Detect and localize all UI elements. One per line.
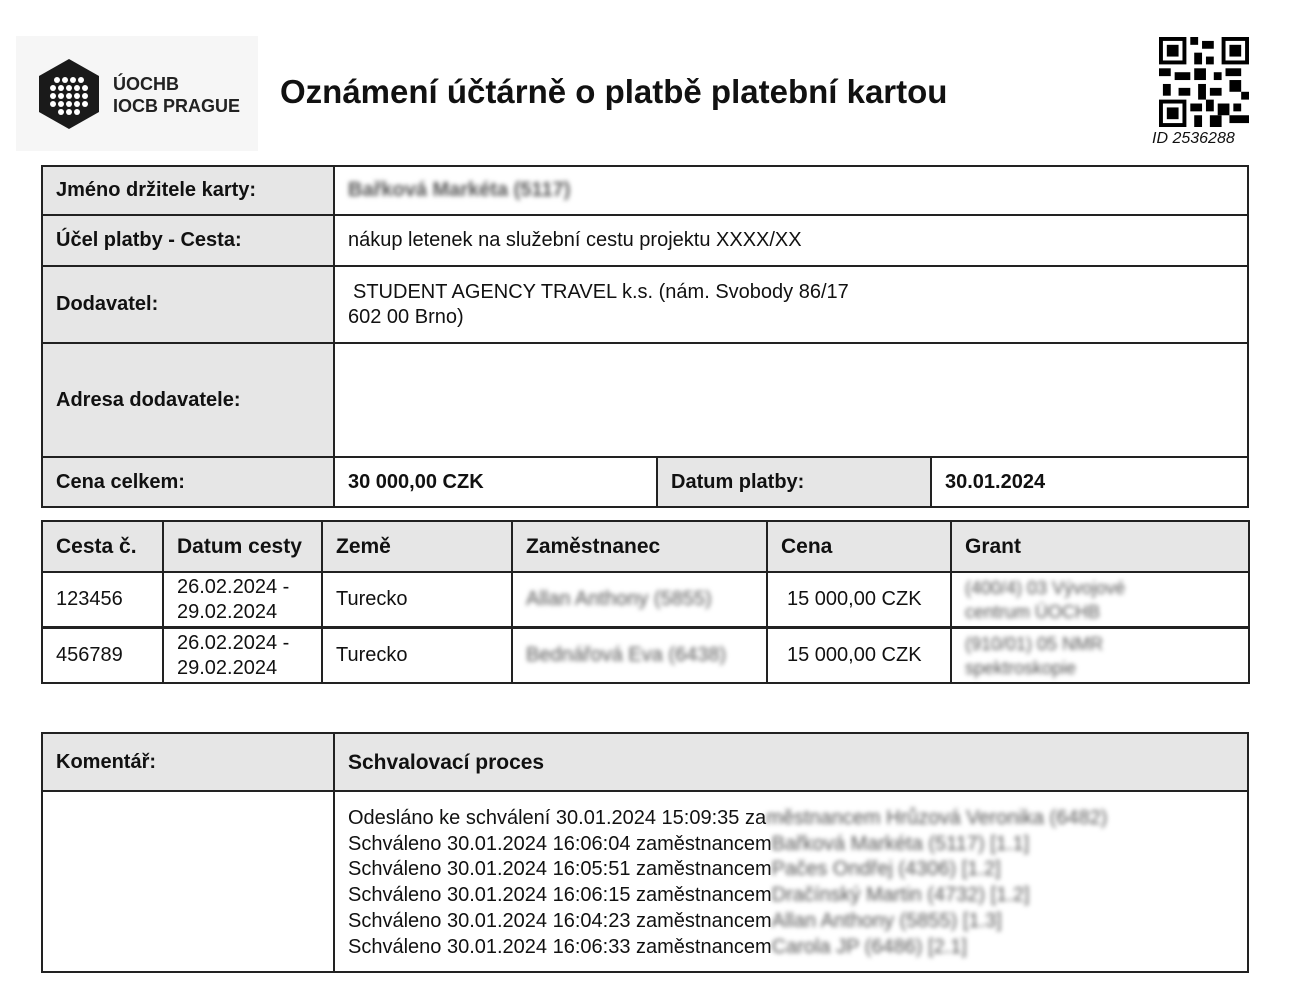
- trip-id: 123456: [56, 588, 123, 610]
- date-label: Datum platby:: [656, 456, 932, 508]
- total-label: Cena celkem:: [41, 456, 335, 508]
- trips-header-cell: [162, 520, 323, 573]
- purpose-value: nákup letenek na služební cestu projektu XXXX/XX: [333, 214, 1249, 267]
- trip-date: 26.02.2024 - 29.02.2024: [177, 631, 290, 679]
- table-row-cell: [766, 571, 952, 628]
- table-row-cell: [41, 571, 164, 628]
- table-row-cell: [950, 627, 1250, 684]
- header-text: Datum cesty: [177, 535, 302, 558]
- iocb-logo: [16, 36, 258, 151]
- comment-label: Komentář:: [41, 732, 335, 792]
- approval-log-line: Schváleno 30.01.2024 16:06:15 zaměstnancemDračínský Martin (4732) [1.2]: [348, 884, 1030, 907]
- date-value: 30.01.2024: [930, 456, 1249, 508]
- approval-log-line: Schváleno 30.01.2024 16:06:04 zaměstnancemBařková Markéta (5117) [1.1]: [348, 832, 1030, 855]
- table-row-cell: [162, 627, 323, 684]
- holder-value: [333, 165, 1249, 216]
- trip-price: 15 000,00 CZK: [787, 588, 922, 610]
- address-value: [333, 342, 1249, 458]
- trip-employee: Bednářová Eva (6438): [526, 644, 727, 666]
- address-label: Adresa dodavatele:: [41, 342, 335, 458]
- supplier-line2: 602 00 Brno): [348, 305, 464, 328]
- trip-grant: (400/4) 03 Vývojové centrum ÚOCHB: [965, 577, 1126, 622]
- trip-price: 15 000,00 CZK: [787, 644, 922, 666]
- supplier-label: Dodavatel:: [41, 265, 335, 344]
- comment-value: [41, 790, 335, 973]
- header-text: Cena: [781, 535, 833, 558]
- trip-country: Turecko: [336, 644, 408, 666]
- trip-country: Turecko: [336, 588, 408, 610]
- header-text: Zaměstnanec: [526, 535, 661, 558]
- header-text: Grant: [965, 535, 1022, 558]
- trips-header-cell: [321, 520, 513, 573]
- header-text: Země: [336, 535, 391, 558]
- table-row-cell: [766, 627, 952, 684]
- trip-employee: Allan Anthony (5855): [526, 588, 712, 610]
- trips-header-cell: [950, 520, 1250, 573]
- hexagon-logo-icon: [38, 58, 100, 130]
- table-row-cell: [321, 571, 513, 628]
- page-title: Oznámení účtárně o platbě platební kartou: [280, 73, 948, 110]
- trip-grant: (910/01) 05 NMR spektroskopie: [965, 633, 1104, 678]
- process-label: Schvalovací proces: [333, 732, 1249, 792]
- table-row-cell: [950, 571, 1250, 628]
- approval-log-line: Schváleno 30.01.2024 16:04:23 zaměstnancemAllan Anthony (5855) [1.3]: [348, 909, 1002, 932]
- logo-line2: IOCB PRAGUE: [113, 96, 241, 116]
- table-row-cell: [321, 627, 513, 684]
- holder-name: Bařková Markéta (5117): [348, 179, 571, 201]
- approval-log-line: Odesláno ke schválení 30.01.2024 15:09:35 zaměstnancem Hrůzová Veronika (6482): [348, 807, 1108, 829]
- trip-date: 26.02.2024 - 29.02.2024: [177, 575, 290, 623]
- header-text: Cesta č.: [56, 535, 137, 558]
- total-value: 30 000,00 CZK: [333, 456, 658, 508]
- trip-id: 456789: [56, 644, 123, 666]
- trips-header-cell: [766, 520, 952, 573]
- supplier-value: [333, 265, 1249, 344]
- process-log: [333, 790, 1249, 973]
- logo-line1: ÚOCHB: [113, 74, 179, 94]
- holder-label: Jméno držitele karty:: [41, 165, 335, 216]
- table-row-cell: [511, 627, 768, 684]
- table-row-cell: [162, 571, 323, 628]
- approval-log-line: Schváleno 30.01.2024 16:05:51 zaměstnancemPačes Ondřej (4306) [1.2]: [348, 858, 1001, 881]
- supplier-line1: STUDENT AGENCY TRAVEL k.s. (nám. Svobody 86/17: [353, 280, 849, 303]
- table-row-cell: [41, 627, 164, 684]
- purpose-label: Účel platby - Cesta:: [41, 214, 335, 267]
- qr-code-icon: [1158, 37, 1250, 127]
- trips-header-cell: [511, 520, 768, 573]
- table-row-cell: [511, 571, 768, 628]
- qr-id: ID 2536288: [1152, 130, 1235, 147]
- trips-header-cell: [41, 520, 164, 573]
- approval-log-line: Schváleno 30.01.2024 16:06:33 zaměstnancemCarola JP (6486) [2.1]: [348, 935, 967, 958]
